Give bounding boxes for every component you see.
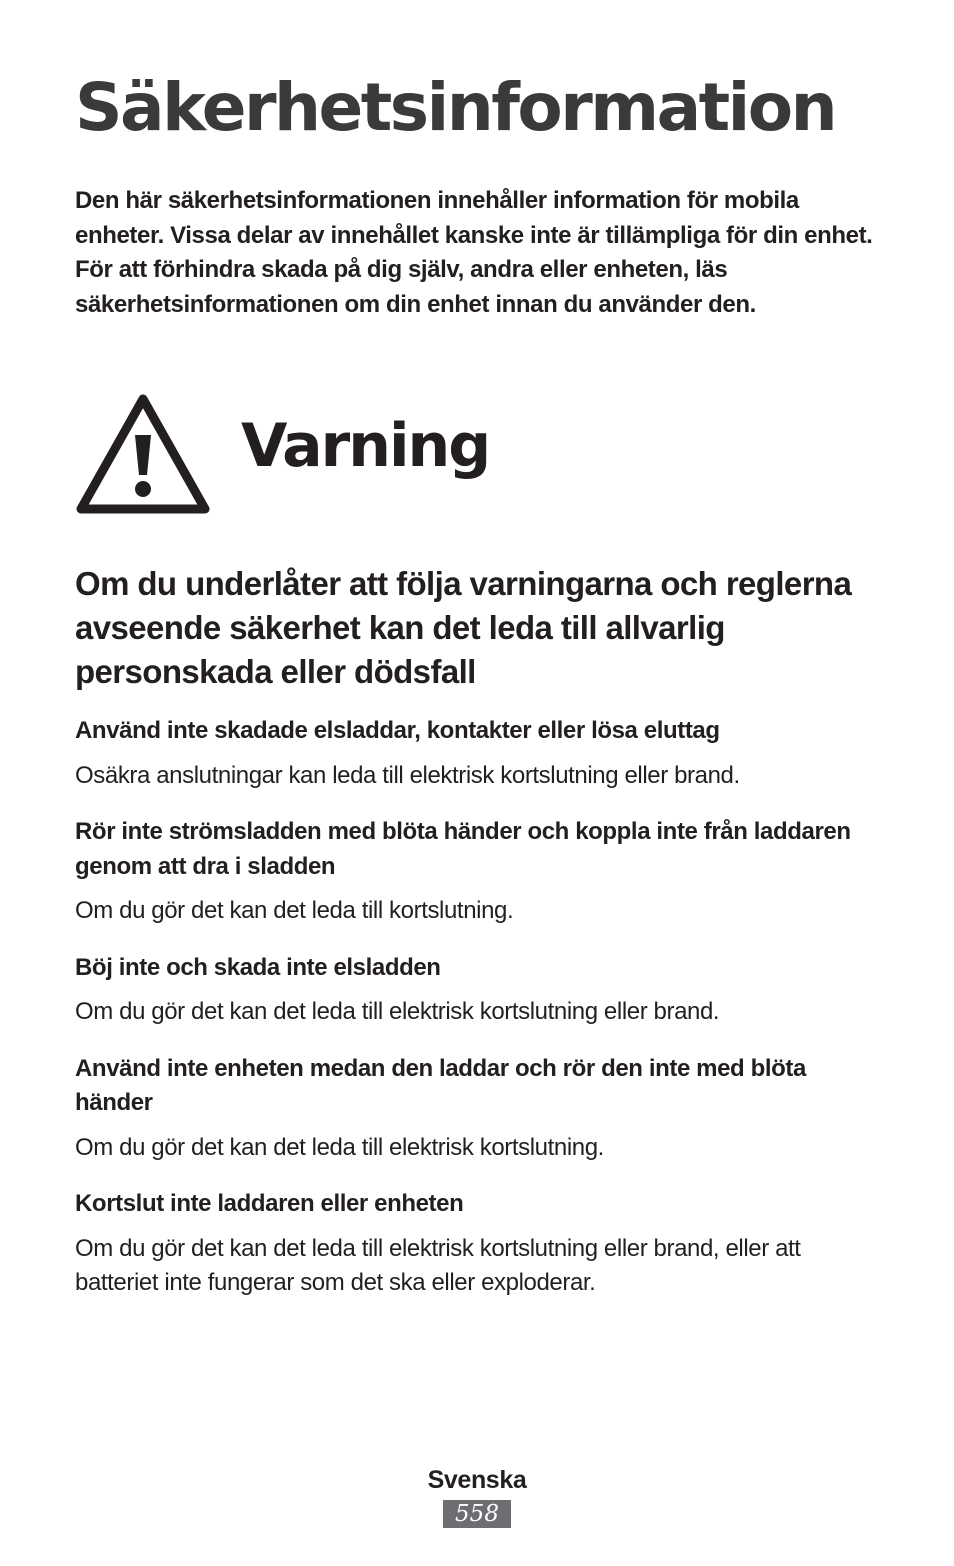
rule-body: Om du gör det kan det leda till elektrisk kortslutning eller brand. — [75, 998, 720, 1025]
rule-title: Använd inte enheten medan den laddar och rör den inte med blöta händer — [75, 1054, 806, 1116]
rule-item — [75, 714, 885, 793]
warning-header — [75, 393, 489, 515]
page-footer — [0, 1462, 954, 1528]
rule-title: Kortslut inte laddaren eller enheten — [75, 1190, 464, 1217]
rule-body: Osäkra anslutningar kan leda till elektrisk kortslutning eller brand. — [75, 761, 740, 789]
rule-item — [75, 1052, 885, 1166]
page-number-badge: 558 — [443, 1500, 511, 1528]
rules-list — [75, 714, 885, 1323]
intro-paragraph: Den här säkerhetsinformationen innehåller information för mobila enheter. Vissa delar av innehållet kanske inte är tillämpliga för din enhet. För att förhindra skada på dig själv, andra eller enheten, läs säkerhetsinformationen om din enhet innan du använder den. — [75, 187, 873, 318]
rule-item — [75, 1187, 885, 1301]
section-heading: Om du underlåter att följa varningarna och reglerna avseende säkerhet kan det leda till allvarlig personskada eller dödsfall — [75, 565, 852, 690]
warning-title: Varning — [241, 411, 490, 481]
rule-item — [75, 951, 885, 1030]
rule-body: Om du gör det kan det leda till elektrisk kortslutning. — [75, 1133, 604, 1161]
rule-body: Om du gör det kan det leda till kortslutning. — [75, 897, 514, 924]
rule-body: Om du gör det kan det leda till elektrisk kortslutning eller brand, eller att batteriet inte fungerar som det ska eller exploderar. — [75, 1234, 801, 1296]
rule-item — [75, 815, 885, 929]
rule-title: Använd inte skadade elsladdar, kontakter eller lösa eluttag — [75, 717, 720, 744]
rule-title: Rör inte strömsladden med blöta händer och koppla inte från laddaren genom att dra i sladden — [75, 818, 851, 880]
rule-title: Böj inte och skada inte elsladden — [75, 953, 441, 981]
footer-language: Svenska — [427, 1466, 527, 1494]
page-title: Säkerhetsinformation — [75, 69, 836, 146]
warning-triangle-icon — [75, 393, 211, 515]
